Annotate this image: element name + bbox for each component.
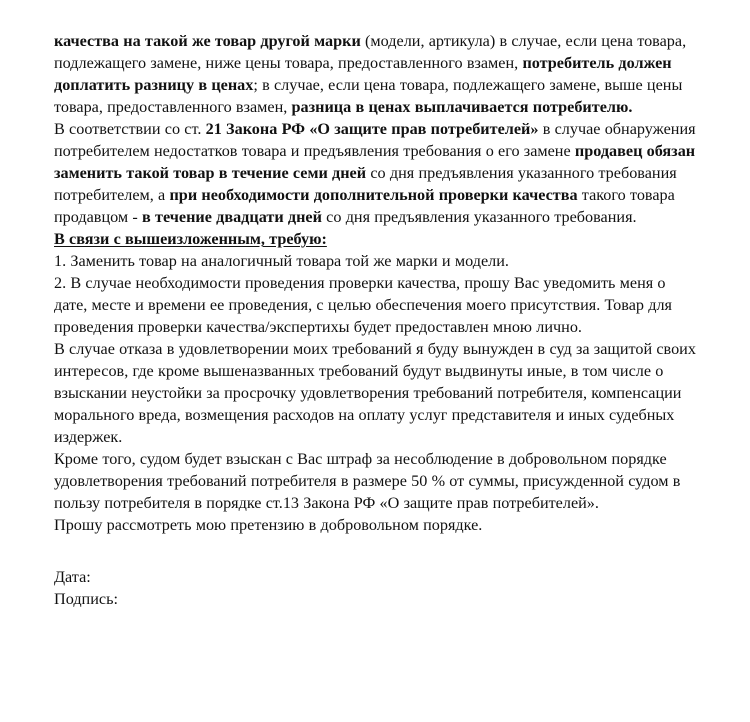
paragraph-replacement-price-difference (54, 30, 700, 118)
text-run-2: потребитель должен доплатить разницу в ценах (54, 54, 672, 94)
demand-item-2: 2. В случае необходимости проведения проверки качества, прошу Вас уведомить меня о дате, месте и времени ее проведения, с целью обеспечения моего присутствия. Товар для проведения проверки качества/экспертихы будет предоставлен мною лично. (54, 274, 672, 336)
text-run-6: такого товара продавцом - (54, 186, 675, 226)
signature-label: Подпись: (54, 590, 118, 608)
text-run-0: В соответствии со ст. (54, 120, 206, 138)
demand-item-1: 1. Заменить товар на аналогичный товара той же марки и модели. (54, 252, 509, 270)
text-run-4: со дня предъявления указанного требования потребителем, а (54, 164, 677, 204)
text-run-0: качества на такой же товар другой марки (54, 32, 361, 50)
text-run-2: в случае обнаружения потребителем недостатков товара и предъявления требования о его замене (54, 120, 696, 160)
text-run-4: разница в ценах выплачивается потребителю. (291, 98, 633, 116)
closing-paragraph-court: В случае отказа в удовлетворении моих требований я буду вынужден в суд за защитой своих интересов, где кроме вышеназванных требований будут выдвинуты иные, в том числе о взыскании неустойки за просрочку удовлетворения требований потребителя, компенсации морального вреда, возмещения расходов на оплату услуг представителя и иных судебных издержек. (54, 340, 696, 446)
text-run-5: при необходимости дополнительной проверки качества (169, 186, 578, 204)
text-run-8: со дня предъявления указанного требования. (321, 208, 637, 226)
closing-paragraph-request: Прошу рассмотреть мою претензию в добровольном порядке. (54, 516, 483, 534)
text-run-3: продавец обязан заменить такой товар в течение семи дней (54, 142, 696, 182)
text-run-7: в течение двадцати дней (142, 208, 322, 226)
date-label: Дата: (54, 568, 91, 586)
demand-heading (54, 228, 700, 250)
demand-heading-text: В связи с вышеизложенным, требую: (54, 230, 327, 248)
text-run-1: (модели, артикула) в случае, если цена товара, подлежащего замене, ниже цены товара, предоставленного взамен, (54, 32, 687, 72)
text-run-1: 21 Закона РФ «О защите прав потребителей» (205, 120, 539, 138)
text-run-3: ; в случае, если цена товара, подлежащего замене, выше цены товара, предоставленного взамен, (54, 76, 683, 116)
paragraph-article-21 (54, 118, 700, 228)
document-body (54, 30, 700, 610)
signature-block (54, 566, 700, 610)
closing-paragraph-penalty: Кроме того, судом будет взыскан с Вас штраф за несоблюдение в добровольном порядке удовлетворения требований потребителя в размере 50 % от суммы, присужденной судом в пользу потребителя в порядке ст.13 Закона РФ «О защите прав потребителей». (54, 450, 681, 512)
